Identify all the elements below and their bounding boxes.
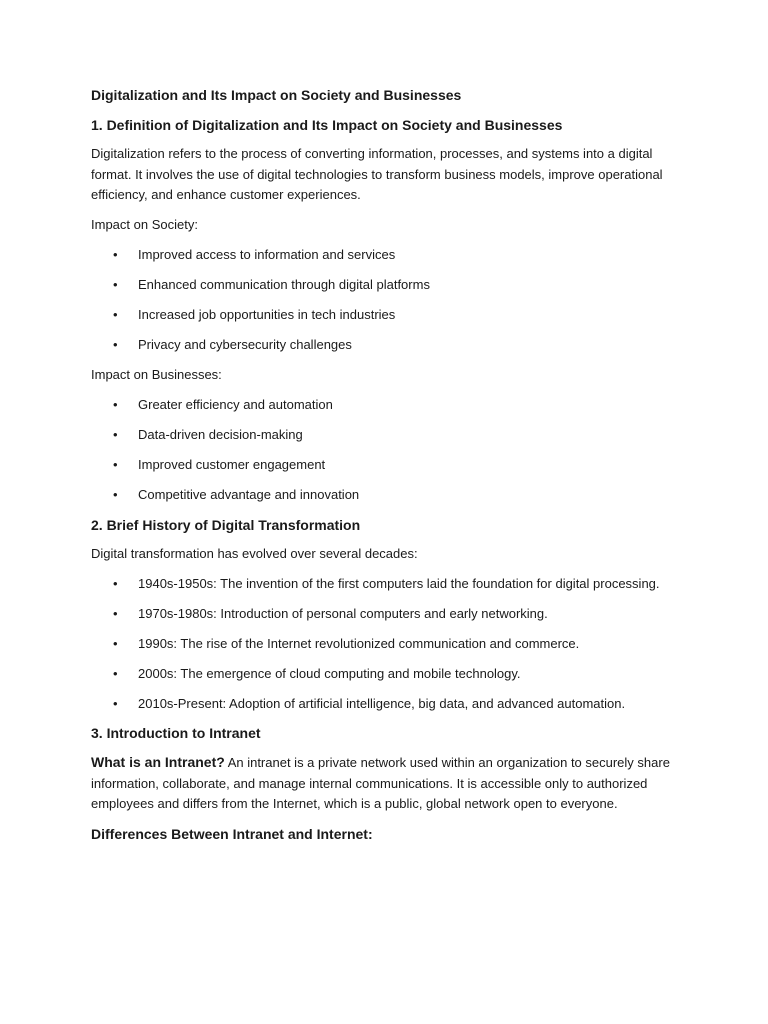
list-item: • Greater efficiency and automation [91,395,683,416]
bullet-icon: • [113,487,118,502]
list-item: • 2010s-Present: Adoption of artificial intelligence, big data, and advanced automation. [91,694,683,715]
list-item: • 2000s: The emergence of cloud computing and mobile technology. [91,664,683,685]
bullet-icon: • [113,605,118,621]
section-1-paragraph: Digitalization refers to the process of converting information, processes, and systems into a digital format. It involves the use of digital technologies to transform business models, improve operational efficiency, and enhance customer experiences. [91,146,663,202]
list-item: • Improved access to information and services [91,245,683,266]
document-page [91,84,683,845]
list-item: • Enhanced communication through digital platforms [91,275,683,296]
bullet-icon: • [113,397,118,412]
list-item: • 1970s-1980s: Introduction of personal computers and early networking. [91,604,683,625]
bullet-icon: • [113,307,118,322]
bullet-icon: • [113,427,118,442]
list-item: • Competitive advantage and innovation [91,485,683,506]
section-2-heading: 2. Brief History of Digital Transformation [91,516,361,533]
section-3-paragraph [91,752,683,815]
list-item: • Improved customer engagement [91,455,683,476]
list-item: • Privacy and cybersecurity challenges [91,335,683,356]
business-list [91,395,683,506]
list-item: • 1990s: The rise of the Internet revolutionized communication and commerce. [91,634,683,655]
section-3-heading: 3. Introduction to Intranet [91,725,261,741]
list-item: • Data-driven decision-making [91,425,683,446]
section-2-paragraph: Digital transformation has evolved over several decades: [91,545,418,561]
bullet-icon: • [113,695,118,711]
society-label: Impact on Society: [91,217,198,232]
society-list [91,245,683,356]
list-item: • Increased job opportunities in tech industries [91,305,683,326]
bullet-icon: • [113,635,118,651]
bullet-icon: • [113,575,118,591]
bullet-icon: • [113,457,118,472]
history-list [91,574,683,715]
list-item: • 1940s-1950s: The invention of the first computers laid the foundation for digital processing. [91,574,683,595]
business-label: Impact on Businesses: [91,367,222,382]
section-1-heading: 1. Definition of Digitalization and Its Impact on Society and Businesses [91,117,563,133]
differences-subheading: Differences Between Intranet and Internet: [91,825,373,842]
bullet-icon: • [113,665,118,681]
bullet-icon: • [113,277,118,292]
bullet-icon: • [113,337,118,352]
intranet-lead: What is an Intranet? [91,754,225,770]
document-title: Digitalization and Its Impact on Society and Businesses [91,87,462,103]
bullet-icon: • [113,247,118,262]
intranet-definition: An intranet is a private network used within an organization to securely share information, collaborate, and manage internal communications. It is accessible only to authorized employees and differs from the Internet, which is a public, global network open to everyone. [91,755,670,811]
